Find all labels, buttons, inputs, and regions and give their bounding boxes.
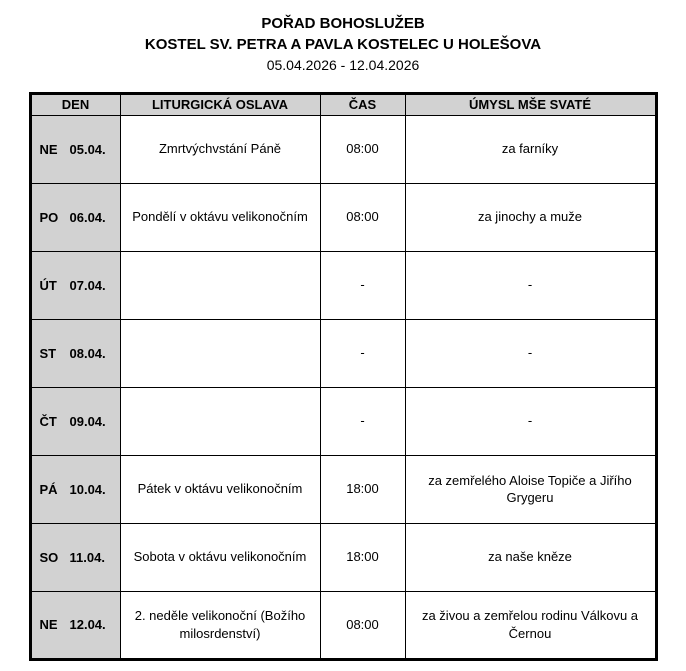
day-abbreviation: PÁ (39, 481, 58, 497)
day-date: 10.04. (69, 481, 106, 497)
celebration-cell (120, 387, 320, 455)
schedule-body (30, 115, 656, 659)
day-cell (30, 455, 120, 523)
time-cell: 08:00 (320, 115, 405, 183)
time-cell: - (320, 251, 405, 319)
column-header-umysl-mse-svate: ÚMYSL MŠE SVATÉ (405, 93, 656, 115)
celebration-cell: Zmrtvýchvstání Páně (120, 115, 320, 183)
day-abbreviation: PO (39, 209, 59, 225)
celebration-cell (120, 319, 320, 387)
celebration-cell: Sobota v oktávu velikonočním (120, 523, 320, 591)
intention-cell: za naše kněze (405, 523, 656, 591)
day-abbreviation: NE (39, 141, 58, 157)
day-date: 09.04. (69, 413, 106, 429)
day-cell (30, 523, 120, 591)
time-cell: 08:00 (320, 183, 405, 251)
column-header-cas: ČAS (320, 93, 405, 115)
table-row (30, 455, 656, 523)
day-date: 05.04. (69, 141, 106, 157)
intention-cell: - (405, 387, 656, 455)
day-date: 07.04. (69, 277, 106, 293)
schedule-table (29, 92, 658, 661)
time-cell: 08:00 (320, 591, 405, 659)
celebration-cell (120, 251, 320, 319)
date-range: 05.04.2026 - 12.04.2026 (266, 57, 420, 73)
day-cell (30, 183, 120, 251)
celebration-cell: Pátek v oktávu velikonočním (120, 455, 320, 523)
celebration-cell: Pondělí v oktávu velikonočním (120, 183, 320, 251)
time-cell: - (320, 319, 405, 387)
intention-cell: - (405, 251, 656, 319)
document-header (0, 13, 686, 76)
day-abbreviation: ÚT (39, 277, 57, 293)
column-header-den: DEN (30, 93, 120, 115)
table-row (30, 523, 656, 591)
time-cell: - (320, 387, 405, 455)
day-date: 11.04. (69, 549, 105, 565)
table-row (30, 591, 656, 659)
day-date: 08.04. (69, 345, 106, 361)
column-header-liturgicka-oslava: LITURGICKÁ OSLAVA (120, 93, 320, 115)
day-abbreviation: SO (39, 549, 59, 565)
table-header-row (30, 93, 656, 115)
day-abbreviation: ST (39, 345, 57, 361)
day-date: 06.04. (69, 209, 106, 225)
day-abbreviation: ČT (39, 413, 57, 429)
intention-cell: za jinochy a muže (405, 183, 656, 251)
day-cell (30, 251, 120, 319)
intention-cell: za farníky (405, 115, 656, 183)
table-row (30, 251, 656, 319)
church-name: KOSTEL SV. PETRA A PAVLA KOSTELEC U HOLEŠOVA (144, 36, 542, 53)
day-cell (30, 319, 120, 387)
day-abbreviation: NE (39, 617, 58, 633)
day-cell (30, 115, 120, 183)
table-row (30, 319, 656, 387)
intention-cell: za živou a zemřelou rodinu Válkovu a Černou (405, 591, 656, 659)
page-title: POŘAD BOHOSLUŽEB (261, 15, 425, 32)
time-cell: 18:00 (320, 455, 405, 523)
table-row (30, 183, 656, 251)
day-cell (30, 387, 120, 455)
day-cell (30, 591, 120, 659)
table-row (30, 115, 656, 183)
table-row (30, 387, 656, 455)
intention-cell: za zemřelého Aloise Topiče a Jiřího Grygeru (405, 455, 656, 523)
time-cell: 18:00 (320, 523, 405, 591)
intention-cell: - (405, 319, 656, 387)
day-date: 12.04. (69, 617, 106, 633)
celebration-cell: 2. neděle velikonoční (Božího milosrdenství) (120, 591, 320, 659)
